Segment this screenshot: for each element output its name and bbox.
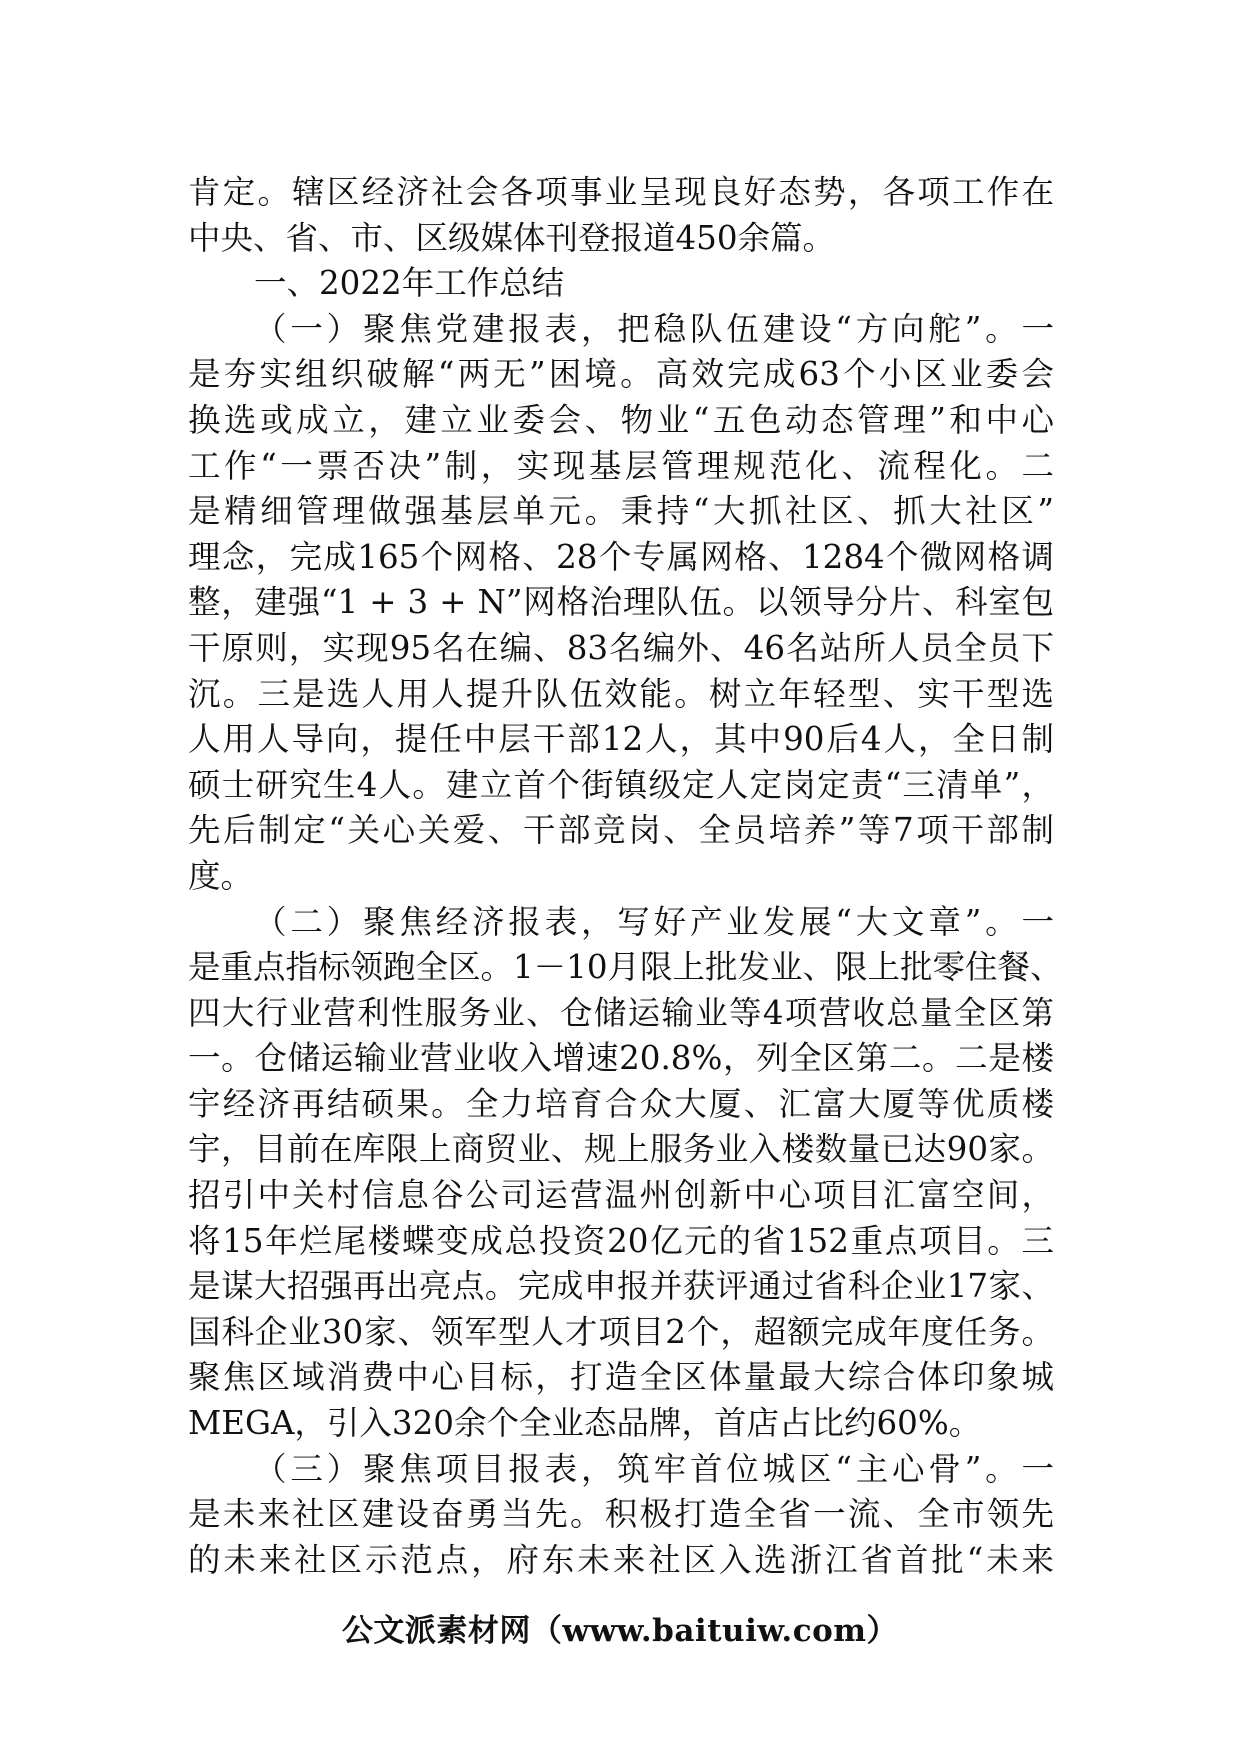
text-line: MEGA，引入320余个全业态品牌，首店占比约60%。 [188,1404,982,1443]
text-line: 换选或成立，建立业委会、物业“五色动态管理”和中心 [188,400,1054,439]
text-line: 招引中关村信息谷公司运营温州创新中心项目汇富空间， [188,1176,1054,1215]
text-line: 聚焦区域消费中心目标，打造全区体量最大综合体印象城 [188,1358,1054,1397]
text-line: 沉。三是选人用人提升队伍效能。树立年轻型、实干型选 [188,674,1054,713]
text-line: （一）聚焦党建报表，把稳队伍建设“方向舵”。一 [254,309,1054,348]
text-line: 宇，目前在库限上商贸业、规上服务业入楼数量已达90家。 [188,1130,1054,1169]
text-line: 干原则，实现95名在编、83名编外、46名站所人员全员下 [188,628,1054,667]
text-line: 硕士研究生4人。建立首个街镇级定人定岗定责“三清单”， [188,765,1054,804]
text-line: （三）聚焦项目报表，筑牢首位城区“主心骨”。一 [254,1449,1054,1488]
document-body [188,170,1063,1583]
text-line: 是谋大招强再出亮点。完成申报并获评通过省科企业17家、 [188,1267,1054,1306]
text-line: 将15年烂尾楼蝶变成总投资20亿元的省152重点项目。三 [188,1221,1054,1260]
text-line: 人用人导向，提任中层干部12人，其中90后4人，全日制 [188,720,1054,759]
text-line: 是精细管理做强基层单元。秉持“大抓社区、抓大社区” [188,492,1054,531]
text-line: 整，建强“1 + 3 + N”网格治理队伍。以领导分片、科室包 [188,583,1054,622]
text-line: 是夯实组织破解“两无”困境。高效完成63个小区业委会 [188,355,1054,394]
text-line: 一、2022年工作总结 [254,264,565,303]
text-line: 的未来社区示范点，府东未来社区入选浙江省首批“未来 [188,1540,1054,1579]
text-line: 国科企业30家、领军型人才项目2个，超额完成年度任务。 [188,1312,1054,1351]
text-line: （二）聚焦经济报表，写好产业发展“大文章”。一 [254,902,1054,941]
footer-watermark: 公文派素材网（www.baituiw.com） [341,1613,899,1649]
text-line: 理念，完成165个网格、28个专属网格、1284个微网格调 [188,537,1054,576]
text-line: 宇经济再结硕果。全力培育合众大厦、汇富大厦等优质楼 [188,1084,1054,1123]
text-line: 四大行业营利性服务业、仓储运输业等4项营收总量全区第 [188,993,1054,1032]
text-line: 工作“一票否决”制，实现基层管理规范化、流程化。二 [188,446,1054,485]
text-line: 先后制定“关心关爱、干部竞岗、全员培养”等7项干部制 [188,811,1054,850]
text-line: 是未来社区建设奋勇当先。积极打造全省一流、全市领先 [188,1495,1054,1534]
text-line: 度。 [188,856,254,895]
text-line: 肯定。辖区经济社会各项事业呈现良好态势，各项工作在 [188,173,1054,211]
text-line: 一。仓储运输业营业收入增速20.8%，列全区第二。二是楼 [188,1039,1054,1078]
text-line: 是重点指标领跑全区。1－10月限上批发业、限上批零住餐、 [188,948,1063,987]
text-line: 中央、省、市、区级媒体刊登报道450余篇。 [188,218,836,257]
